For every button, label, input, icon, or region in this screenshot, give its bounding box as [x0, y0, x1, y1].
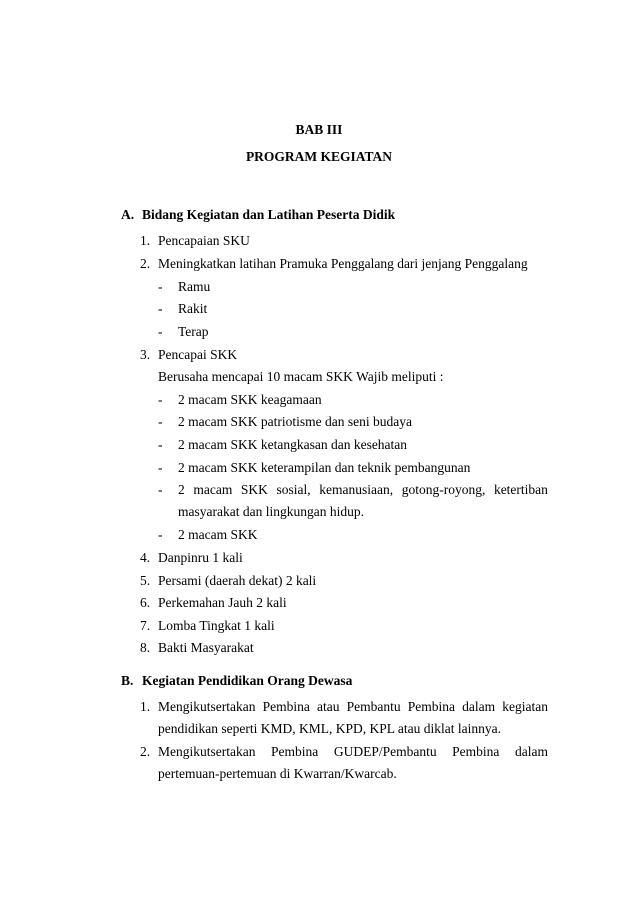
sub-item: - Rakit — [158, 301, 208, 316]
word: macam — [193, 482, 233, 497]
list-item: 1. Mengikutsertakan Pembina atau Pembantu Pembina dalam kegiatan — [140, 699, 548, 714]
list-item: 2. Meningkatkan latihan Pramuka Penggalang dari jenjang Penggalang — [140, 256, 528, 271]
word: GUDEP/Pembantu — [333, 744, 437, 759]
sub-item: - 2 macam SKK patriotisme dan seni budaya — [158, 414, 412, 429]
list-item: 6. Perkemahan Jauh 2 kali — [140, 595, 287, 610]
word: Mengikutsertakan — [158, 744, 256, 759]
word: dalam — [514, 744, 548, 759]
word: SKK — [240, 482, 268, 497]
word: sosial, — [276, 482, 311, 497]
word: Pembina — [452, 744, 500, 759]
justified-line — [158, 744, 548, 760]
section-b-heading — [121, 673, 352, 689]
item-intro: Berusaha mencapai 10 macam SKK Wajib meliputi : — [158, 369, 444, 384]
word: Pembantu — [346, 699, 401, 714]
section-title: Kegiatan Pendidikan Orang Dewasa — [142, 673, 353, 688]
list-item: 4. Danpinru 1 kali — [140, 550, 243, 565]
sub-item-continuation: masyarakat dan lingkungan hidup. — [178, 504, 364, 519]
word: atau — [316, 699, 340, 714]
word: kegiatan — [502, 699, 548, 714]
justified-line — [178, 482, 548, 498]
list-item: 2. Mengikutsertakan Pembina GUDEP/Pembantu Pembina dalam — [140, 744, 548, 759]
sub-item: - 2 macam SKK — [158, 527, 258, 542]
list-item-continuation: pendidikan seperti KMD, KML, KPD, KPL atau diklat lainnya. — [158, 721, 501, 736]
section-a-heading — [121, 207, 395, 223]
word: Pembina — [262, 699, 310, 714]
word: 2 — [178, 482, 185, 497]
sub-item: - 2 macam SKK keterampilan dan teknik pembangunan — [158, 460, 471, 475]
word: kemanusiaan, — [319, 482, 394, 497]
word: Mengikutsertakan — [158, 699, 256, 714]
word: ketertiban — [493, 482, 548, 497]
section-letter: A. — [121, 207, 135, 222]
sub-item: - Terap — [158, 324, 209, 339]
sub-item: - Ramu — [158, 279, 211, 294]
section-letter: B. — [121, 673, 134, 688]
list-item: 8. Bakti Masyarakat — [140, 640, 254, 655]
list-item: 5. Persami (daerah dekat) 2 kali — [140, 573, 317, 588]
justified-line — [158, 699, 548, 715]
word: dalam — [462, 699, 496, 714]
chapter-title: PROGRAM KEGIATAN — [245, 149, 393, 164]
sub-item: - 2 macam SKK ketangkasan dan kesehatan — [158, 437, 408, 452]
word: Pembina — [407, 699, 455, 714]
list-item-continuation: pertemuan-pertemuan di Kwarran/Kwarcab. — [158, 766, 397, 781]
chapter-number: BAB III — [295, 122, 343, 137]
list-item: 3. Pencapai SKK — [140, 347, 238, 362]
sub-item: - 2 macam SKK keagamaan — [158, 392, 322, 407]
list-item: 1. Pencapaian SKU — [140, 233, 250, 248]
word: Pembina — [271, 744, 319, 759]
sub-item: - 2 macam SKK sosial, kemanusiaan, gotong-royong, ketertiban — [158, 482, 548, 497]
word: gotong-royong, — [401, 482, 486, 497]
list-item: 7. Lomba Tingkat 1 kali — [140, 618, 275, 633]
section-title: Bidang Kegiatan dan Latihan Peserta Didik — [142, 207, 396, 222]
